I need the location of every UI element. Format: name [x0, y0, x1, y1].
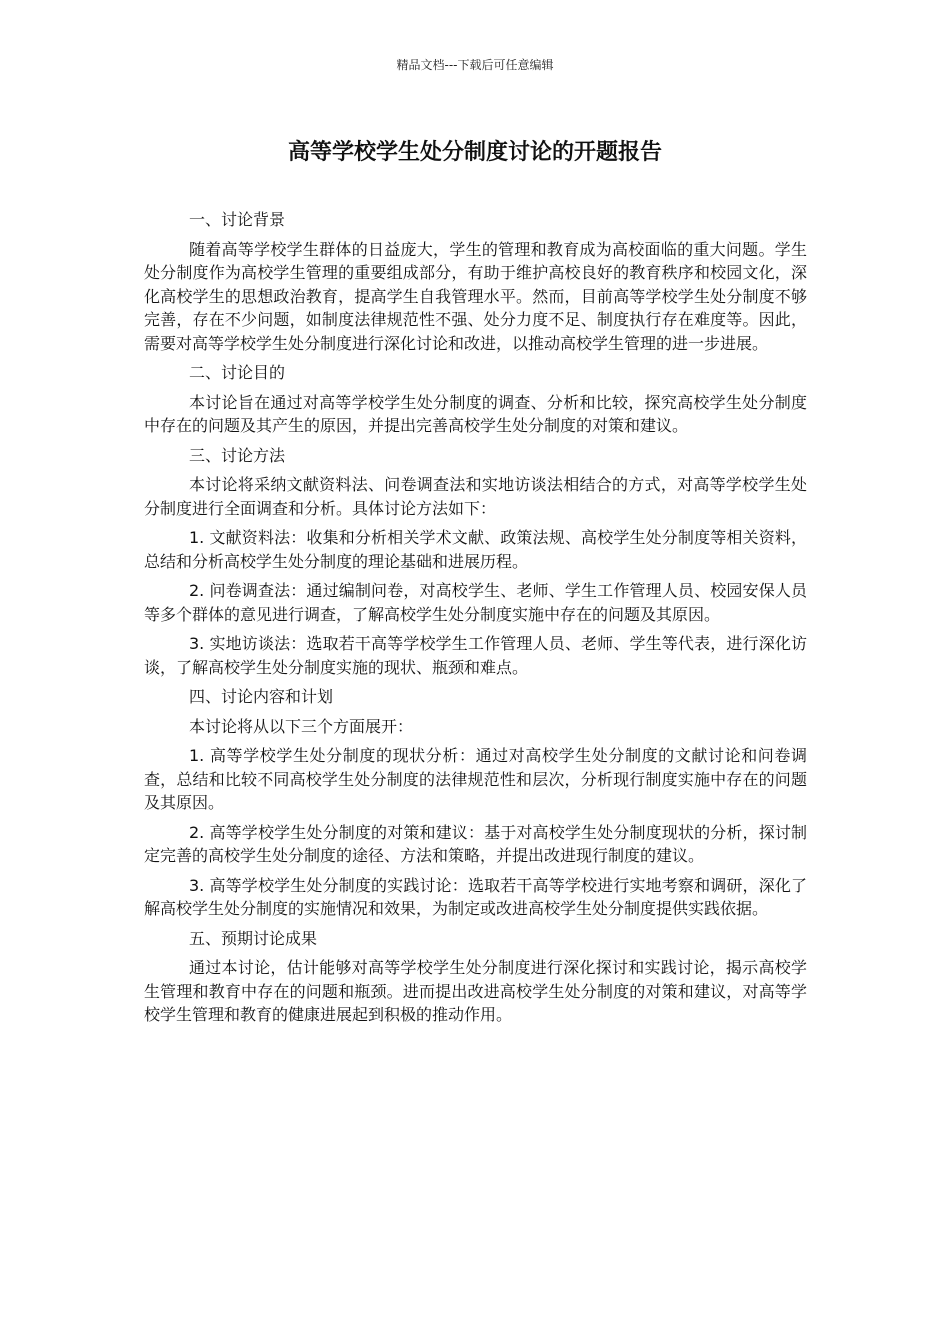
section-heading-outcomes: 五、预期讨论成果 [189, 928, 318, 948]
document-title: 高等学校学生处分制度讨论的开题报告 [287, 140, 662, 165]
list-item-method-2: 2. 问卷调查法：通过编制问卷，对高校学生、老师、学生工作管理人员、校园安保人员等多个群体的意见进行调查，了解高校学生处分制度实施中存在的问题及其原因。 [144, 581, 807, 624]
list-item-content-3: 3. 高等学校学生处分制度的实践讨论：选取若干高等学校进行实地考察和调研，深化了解高校学生处分制度的实施情况和效果，为制定或改进高校学生处分制度提供实践依据。 [144, 875, 807, 918]
list-item-method-1: 1. 文献资料法：收集和分析相关学术文献、政策法规、高校学生处分制度等相关资料，总结和分析高校学生处分制度的理论基础和进展历程。 [144, 528, 807, 571]
list-item-content-1: 1. 高等学校学生处分制度的现状分析：通过对高校学生处分制度的文献讨论和问卷调查，总结和比较不同高校学生处分制度的法律规范性和层次，分析现行制度实施中存在的问题及其原因。 [144, 746, 807, 812]
section-heading-purpose: 二、讨论目的 [189, 363, 286, 382]
paragraph-method-intro: 本讨论将采纳文献资料法、问卷调查法和实地访谈法相结合的方式，对高等学校学生处分制度进行全面调查和分析。具体讨论方法如下： [144, 475, 807, 518]
section-heading-method: 三、讨论方法 [189, 445, 286, 465]
paragraph-content-intro: 本讨论将从以下三个方面展开： [189, 716, 414, 736]
section-heading-content: 四、讨论内容和计划 [189, 687, 334, 706]
document-body [144, 208, 807, 1033]
section-heading-background: 一、讨论背景 [189, 210, 286, 229]
list-item-method-3: 3. 实地访谈法：选取若干高等学校学生工作管理人员、老师、学生等代表，进行深化访谈，了解高校学生处分制度实施的现状、瓶颈和难点。 [144, 634, 807, 677]
paragraph-purpose: 本讨论旨在通过对高等学校学生处分制度的调查、分析和比较，探究高校学生处分制度中存在的问题及其产生的原因，并提出完善高校学生处分制度的对策和建议。 [144, 392, 807, 435]
header-note: 精品文档---下载后可任意编辑 [396, 58, 554, 72]
list-item-content-2: 2. 高等学校学生处分制度的对策和建议：基于对高校学生处分制度现状的分析，探讨制定完善的高校学生处分制度的途径、方法和策略，并提出改进现行制度的建议。 [144, 822, 807, 865]
paragraph-background: 随着高等学校学生群体的日益庞大，学生的管理和教育成为高校面临的重大问题。学生处分制度作为高校学生管理的重要组成部分，有助于维护高校良好的教育秩序和校园文化，深化高校学生的思想政治教育，提高学生自我管理水平。然而，目前高等学校学生处分制度不够完善，存在不少问题，如制度法律规范性不强、处分力度不足、制度执行存在难度等。因此，需要对高等学校学生处分制度进行深化讨论和改进，以推动高校学生管理的进一步进展。 [144, 239, 807, 353]
paragraph-outcomes: 通过本讨论，估计能够对高等学校学生处分制度进行深化探讨和实践讨论，揭示高校学生管理和教育中存在的问题和瓶颈。进而提出改进高校学生处分制度的对策和建议，对高等学校学生管理和教育的健康进展起到积极的推动作用。 [144, 958, 807, 1024]
